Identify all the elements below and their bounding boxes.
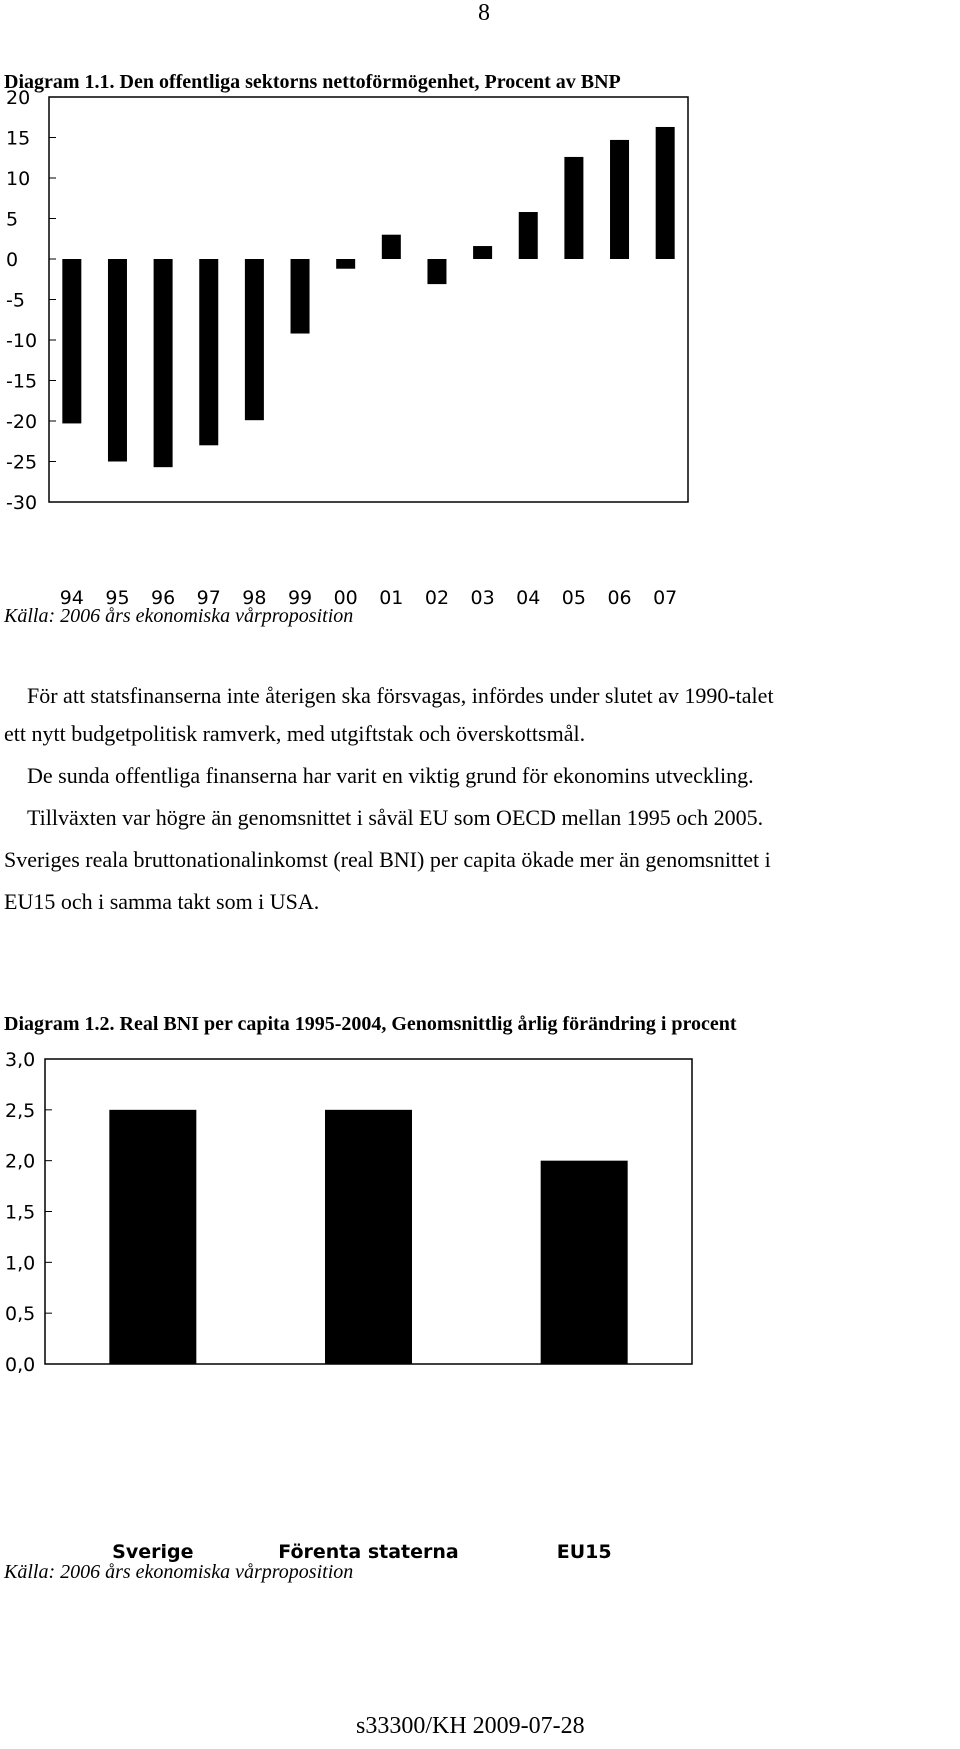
bar-97 [199,259,218,445]
x-tick-label: 06 [607,587,632,609]
y-tick-label: -5 [6,289,25,312]
y-tick-label: 1,5 [5,1201,36,1224]
bar-00 [336,259,355,269]
x-tick-label: Förenta staterna [278,1541,459,1563]
bar-Förenta staterna [325,1110,412,1364]
x-tick-label: 05 [561,587,586,609]
y-tick-label: 0,0 [5,1354,36,1376]
y-tick-label: -30 [6,492,38,514]
chart-1-net-wealth [0,80,770,620]
bar-98 [245,259,264,420]
paragraph-line-5: Sveriges reala bruttonationalinkomst (real BNI) per capita ökade mer än genomsnittet i [4,847,771,872]
y-tick-label: 1,0 [5,1252,36,1275]
bar-EU15 [541,1161,628,1364]
page-number: 8 [478,0,490,26]
x-tick-label: 04 [516,587,541,609]
bar-99 [291,259,310,334]
x-tick-label: 99 [287,587,313,609]
x-tick-label: 00 [333,587,358,609]
x-tick-label: 94 [59,587,84,609]
paragraph-line-2: ett nytt budgetpolitisk ramverk, med utgiftstak och överskottsmål. [4,721,586,746]
y-tick-label: 10 [6,168,31,190]
bar-01 [382,235,401,259]
paragraph-line-4: Tillväxten var högre än genomsnittet i såväl EU som OECD mellan 1995 och 2005. [27,805,764,830]
x-tick-label: 98 [242,587,267,609]
y-tick-label: -25 [6,451,38,474]
bar-02 [427,259,446,284]
x-tick-label: 01 [379,587,404,609]
x-tick-label: 95 [105,587,130,609]
y-tick-label: 20 [6,87,31,109]
bar-04 [519,212,538,259]
bar-94 [62,259,81,423]
bar-96 [154,259,173,467]
bar-Sverige [109,1110,196,1364]
y-tick-label: 15 [6,127,31,150]
y-tick-label: 2,5 [5,1099,36,1122]
y-tick-label: -15 [6,370,38,393]
bar-03 [473,246,492,259]
bar-05 [564,157,583,259]
diagram-1-source: Källa: 2006 års ekonomiska vårproposition [4,605,354,627]
chart-2-real-gni [0,1040,780,1563]
bar-95 [108,259,127,462]
y-tick-label: 5 [6,208,19,231]
x-tick-label: EU15 [556,1541,612,1563]
x-tick-label: Sverige [112,1541,194,1563]
x-tick-label: 02 [424,587,450,609]
y-tick-label: 0 [6,249,19,271]
diagram-2-title: Diagram 1.2. Real BNI per capita 1995-2004, Genomsnittlig årlig förändring i procent [4,1013,737,1035]
y-tick-label: 2,0 [5,1150,36,1173]
plot-frame [49,97,688,502]
y-tick-label: -10 [6,330,38,352]
footer-document-id: s33300/KH 2009-07-28 [356,1713,585,1739]
bar-06 [610,140,629,259]
x-tick-label: 07 [653,587,678,609]
x-tick-label: 97 [196,587,221,609]
x-tick-label: 03 [470,587,495,609]
diagram-1-title: Diagram 1.1. Den offentliga sektorns nettoförmögenhet, Procent av BNP [4,71,621,93]
paragraph-line-3: De sunda offentliga finanserna har varit en viktig grund för ekonomins utveckling. [27,763,754,788]
y-tick-label: -20 [6,411,38,433]
diagram-2-source: Källa: 2006 års ekonomiska vårproposition [4,1561,354,1583]
y-tick-label: 3,0 [5,1049,36,1071]
y-tick-label: 0,5 [5,1303,36,1326]
bar-07 [656,127,675,259]
x-tick-label: 96 [151,587,176,609]
paragraph-line-1: För att statsfinanserna inte återigen ska försvagas, infördes under slutet av 1990-talet [27,683,774,708]
paragraph-line-6: EU15 och i samma takt som i USA. [4,889,320,914]
